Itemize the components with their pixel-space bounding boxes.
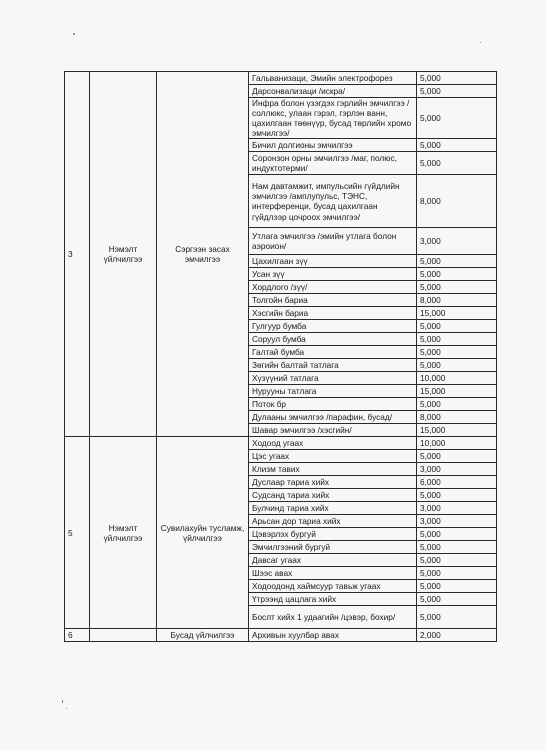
table-row <box>65 629 497 642</box>
service-name: Толгойн бариа <box>249 294 417 307</box>
service-name: Булчинд тариа хийх <box>249 502 417 515</box>
service-price: 5,000 <box>417 98 497 139</box>
service-price: 5,000 <box>417 398 497 411</box>
service-name: Хэсгийн бариа <box>249 307 417 320</box>
service-price: 3,000 <box>417 515 497 528</box>
service-price: 5,000 <box>417 528 497 541</box>
service-price: 5,000 <box>417 152 497 175</box>
service-name: Судсанд тариа хийх <box>249 489 417 502</box>
section-category: Нэмэлт үйлчилгээ <box>90 437 157 629</box>
service-name: Шээс авах <box>249 567 417 580</box>
service-name: Гулгуур бумба <box>249 320 417 333</box>
service-price: 5,000 <box>417 72 497 85</box>
service-name: Ходоод угаах <box>249 437 417 450</box>
section-number: 3 <box>65 72 90 437</box>
service-name: Хүзүүний татлага <box>249 372 417 385</box>
service-price: 5,000 <box>417 580 497 593</box>
service-price: 5,000 <box>417 606 497 629</box>
service-price: 15,000 <box>417 385 497 398</box>
scan-speck <box>62 700 63 703</box>
service-price: 5,000 <box>417 346 497 359</box>
service-name: Гальванизаци, Эмийн электрофорез <box>249 72 417 85</box>
service-name: Клизм тавих <box>249 463 417 476</box>
section-subcategory: Сувилахуйн тусламж, үйлчилгээ <box>157 437 249 629</box>
service-price: 5,000 <box>417 567 497 580</box>
service-price: 15,000 <box>417 424 497 437</box>
service-name: Эмчилгээний бургуй <box>249 541 417 554</box>
service-price: 5,000 <box>417 359 497 372</box>
section-subcategory: Бусад үйлчилгээ <box>157 629 249 642</box>
service-name: Давсаг угаах <box>249 554 417 567</box>
service-price: 5,000 <box>417 541 497 554</box>
service-price: 5,000 <box>417 593 497 606</box>
service-name: Бослт хийх 1 удаагийн /цэвэр, бохир/ <box>249 606 417 629</box>
service-name: Зөгийн балтай татлага <box>249 359 417 372</box>
table-row <box>65 437 497 450</box>
service-price: 8,000 <box>417 294 497 307</box>
service-name: Дарсонвализаци /искра/ <box>249 85 417 98</box>
service-price: 5,000 <box>417 320 497 333</box>
service-price: 5,000 <box>417 450 497 463</box>
services-price-table <box>64 71 497 642</box>
service-price: 5,000 <box>417 85 497 98</box>
service-name: Цахилгаан зүү <box>249 255 417 268</box>
scan-speck <box>66 708 67 709</box>
service-name: Галтай бумба <box>249 346 417 359</box>
service-price: 2,000 <box>417 629 497 642</box>
section-number: 6 <box>65 629 90 642</box>
service-name: Цэс угаах <box>249 450 417 463</box>
service-price: 5,000 <box>417 255 497 268</box>
service-name: Соронзон орны эмчилгээ /маг, полюс, индуктотерми/ <box>249 152 417 175</box>
service-price: 5,000 <box>417 489 497 502</box>
service-name: Хордлого /зүү/ <box>249 281 417 294</box>
service-name: Соруул бумба <box>249 333 417 346</box>
table-body <box>65 72 497 642</box>
service-price: 6,000 <box>417 476 497 489</box>
service-name: Нам давтамжит, импульсийн гүйдлийн эмчилгээ /амплупульс, ТЭНС, интерференци, бусад цахилгаан гүйдлээр цочроох эмчилгээ/ <box>249 175 417 228</box>
service-name: Цэвэрлэх бургуй <box>249 528 417 541</box>
service-name: Дуслаар тариа хийх <box>249 476 417 489</box>
service-name: Инфра болон үзэгдэх гэрлийн эмчилгээ /соллюкс, улаан гэрэл, гэрлэн ванн, цахилгаан төөнүүр, бусад төрлийн хромо эмчилгээ/ <box>249 98 417 139</box>
service-name: Нурууны татлага <box>249 385 417 398</box>
service-name: Архивын хуулбар авах <box>249 629 417 642</box>
service-name: Ходоодонд хаймсуур тавьж угаах <box>249 580 417 593</box>
service-name: Усан зүү <box>249 268 417 281</box>
service-price: 5,000 <box>417 333 497 346</box>
section-category: Нэмэлт үйлчилгээ <box>90 72 157 437</box>
service-price: 5,000 <box>417 139 497 152</box>
service-name: Дулааны эмчилгээ /парафин, бусад/ <box>249 411 417 424</box>
service-price: 8,000 <box>417 411 497 424</box>
section-number: 5 <box>65 437 90 629</box>
section-category <box>90 629 157 642</box>
service-name: Бичил долгионы эмчилгээ <box>249 139 417 152</box>
service-price: 5,000 <box>417 281 497 294</box>
scan-speck <box>73 33 75 35</box>
scan-speck <box>480 42 481 43</box>
service-name: Утлага эмчилгээ /эмийн утлага болон аэроион/ <box>249 228 417 255</box>
service-price: 15,000 <box>417 307 497 320</box>
service-name: Шавар эмчилгээ /хэсгийн/ <box>249 424 417 437</box>
service-price: 5,000 <box>417 268 497 281</box>
service-price: 10,000 <box>417 437 497 450</box>
table-row <box>65 72 497 85</box>
service-name: Поток бр <box>249 398 417 411</box>
service-price: 10,000 <box>417 372 497 385</box>
service-name: Үтрээнд цацлага хийх <box>249 593 417 606</box>
service-name: Арьсан дор тариа хийх <box>249 515 417 528</box>
service-price: 3,000 <box>417 228 497 255</box>
service-price: 5,000 <box>417 554 497 567</box>
service-price: 3,000 <box>417 502 497 515</box>
service-price: 3,000 <box>417 463 497 476</box>
section-subcategory: Сэргээн засах эмчилгээ <box>157 72 249 437</box>
service-price: 8,000 <box>417 175 497 228</box>
